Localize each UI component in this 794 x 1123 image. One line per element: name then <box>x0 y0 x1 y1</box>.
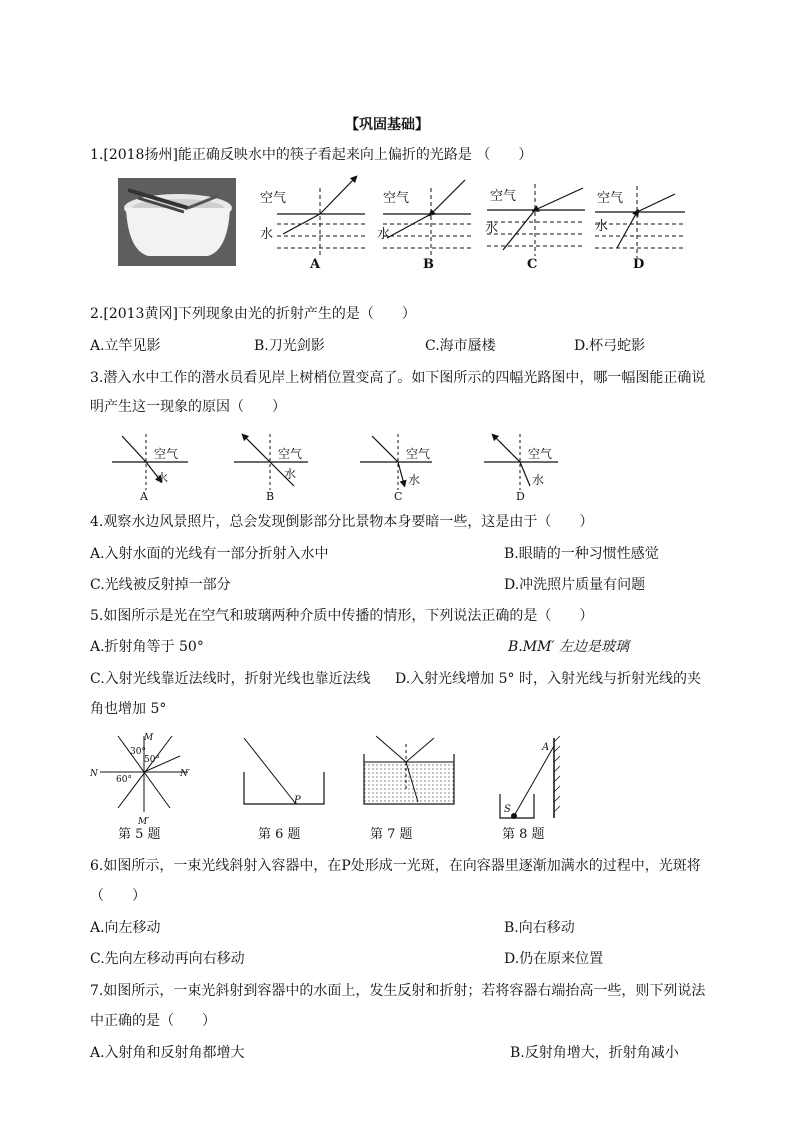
q7-option-a: A.入射角和反射角都增大 <box>90 1045 245 1061</box>
q3d-water-label: 水 <box>532 473 545 487</box>
q3c-water-label: 水 <box>408 473 421 487</box>
q1-diagram-b <box>377 180 471 272</box>
q7-option-b: B.反射角增大，折射角减小 <box>510 1045 679 1061</box>
question-6-line1: 6.如图所示，一束光线斜射入容器中，在P处形成一光斑，在向容器里逐渐加满水的过程中，光斑将 <box>90 858 701 874</box>
q6-option-c: C.先向左移动再向右移动 <box>90 951 245 967</box>
q1b-label: B <box>423 257 434 272</box>
fig5-label-n2: N′ <box>180 769 190 779</box>
question-7-line2: 中正确的是（ ） <box>90 1013 216 1029</box>
question-3-line1: 3.潜入水中工作的潜水员看见岸上树梢位置变高了。如下图所示的四幅光路图中，哪一幅图能正确说 <box>90 370 706 386</box>
figure-7 <box>364 736 454 842</box>
figure-8 <box>500 736 560 842</box>
fig5-label-m2: M′ <box>138 817 150 827</box>
figure-5 <box>89 733 190 842</box>
q4-option-c: C.光线被反射掉一部分 <box>90 577 231 593</box>
q3c-label: C <box>394 490 403 503</box>
q3a-air-label: 空气 <box>154 447 179 461</box>
question-7-line1: 7.如图所示，一束光斜射到容器中的水面上，发生反射和折射；若将容器右端抬高一些，则下列说法 <box>90 983 706 999</box>
question-2-text: 2.[2013黄冈]下列现象由光的折射产生的是（ ） <box>90 306 416 322</box>
q1-diagram-d <box>595 186 685 272</box>
question-3-line2: 明产生这一现象的原因（ ） <box>90 399 286 415</box>
chopsticks-bowl-photo <box>118 178 236 266</box>
q1d-water-label: 水 <box>595 219 609 234</box>
q1a-air-label: 空气 <box>260 191 287 206</box>
q3b-air-label: 空气 <box>278 447 303 461</box>
fig8-label-s: S <box>504 804 511 815</box>
fig5-angle-60: 60° <box>116 775 132 785</box>
fig5-angle-30: 30° <box>130 747 146 757</box>
q6-option-b: B.向右移动 <box>504 920 575 936</box>
q1b-air-label: 空气 <box>383 191 410 206</box>
q1-diagram-c <box>485 184 585 272</box>
q1d-label: D <box>633 257 645 272</box>
q1-diagrams <box>255 178 775 272</box>
q1c-air-label: 空气 <box>490 189 517 204</box>
q5-option-c: C.入射光线靠近法线时，折射光线也靠近法线 <box>90 671 371 687</box>
q3-diagram-b <box>234 434 308 503</box>
q5-option-b: B.MM′ 左边是玻璃 <box>508 639 630 655</box>
fig6-caption: 第 6 题 <box>258 827 301 842</box>
fig5-caption: 第 5 题 <box>118 827 161 842</box>
fig5-label-n: N <box>90 769 98 779</box>
fig7-caption: 第 7 题 <box>370 827 413 842</box>
q5-option-d-line1: D.入射光线增加 5° 时，入射光线与折射光线的夹 <box>395 671 701 687</box>
question-6-line2: （ ） <box>90 888 146 904</box>
q3d-air-label: 空气 <box>528 447 553 461</box>
q6-option-d: D.仍在原来位置 <box>504 951 604 967</box>
fig5-angle-50: 50° <box>144 755 160 765</box>
fig8-caption: 第 8 题 <box>502 827 545 842</box>
q1a-label: A <box>310 257 321 272</box>
q3b-water-label: 水 <box>284 467 297 481</box>
figure-6 <box>244 738 324 842</box>
q2-option-d: D.杯弓蛇影 <box>574 338 646 354</box>
q4-option-a: A.入射水面的光线有一部分折射入水中 <box>90 546 329 562</box>
figures-row <box>88 732 558 842</box>
q5-option-d-line2: 角也增加 5° <box>90 701 167 717</box>
q5-option-a: A.折射角等于 50° <box>90 639 204 655</box>
q1a-water-label: 水 <box>260 227 274 242</box>
q3c-air-label: 空气 <box>406 447 431 461</box>
q3-diagram-d <box>484 434 558 503</box>
q3a-label: A <box>140 490 148 503</box>
q4-option-d: D.冲洗照片质量有问题 <box>504 577 646 593</box>
fig5-label-m: M <box>144 733 154 743</box>
question-4-text: 4.观察水边风景照片，总会发现倒影部分比景物本身要暗一些，这是由于（ ） <box>90 514 594 530</box>
q2-option-c: C.海市蜃楼 <box>425 338 496 354</box>
q3-diagram-c <box>360 434 432 503</box>
q1c-water-label: 水 <box>485 221 499 236</box>
q3d-label: D <box>516 490 525 503</box>
section-title: 【巩固基础】 <box>345 117 429 133</box>
q4-option-b: B.眼睛的一种习惯性感觉 <box>504 546 659 562</box>
q3-diagrams <box>108 432 568 504</box>
q6-option-a: A.向左移动 <box>90 920 161 936</box>
fig8-label-a: A <box>542 742 550 753</box>
q1b-water-label: 水 <box>377 227 391 242</box>
q2-option-a: A.立竿见影 <box>90 338 161 354</box>
q1-diagram-a <box>260 178 365 272</box>
q3a-water-label: 水 <box>156 471 169 485</box>
q1d-air-label: 空气 <box>597 191 624 206</box>
fig6-label-p: P <box>294 795 301 806</box>
q3b-label: B <box>266 490 275 503</box>
question-5-text: 5.如图所示是光在空气和玻璃两种介质中传播的情形，下列说法正确的是（ ） <box>90 608 594 624</box>
question-1-text: 1.[2018扬州]能正确反映水中的筷子看起来向上偏折的光路是 （ ） <box>90 147 533 163</box>
q2-option-b: B.刀光剑影 <box>254 338 325 354</box>
q1c-label: C <box>527 257 538 272</box>
q3-diagram-a <box>112 434 188 503</box>
